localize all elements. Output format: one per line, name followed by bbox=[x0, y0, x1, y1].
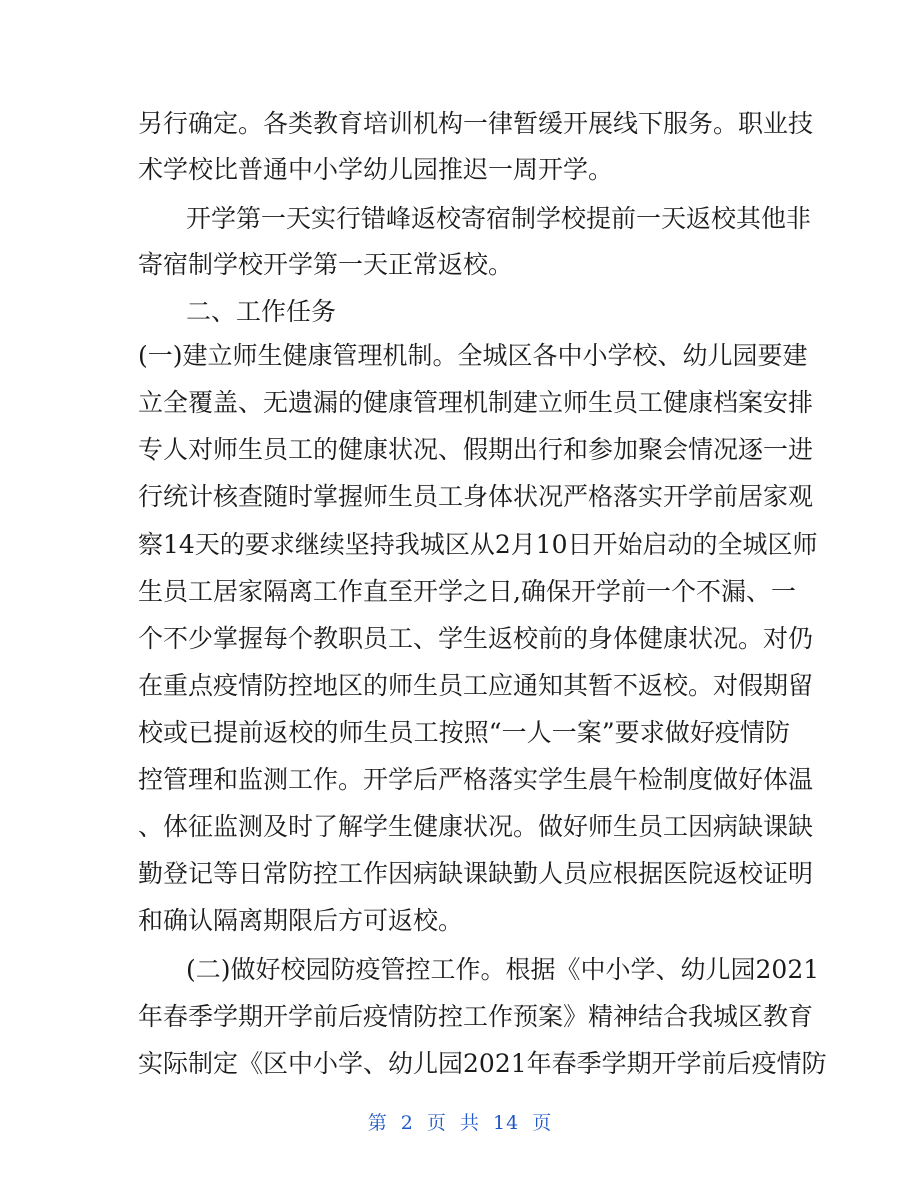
paragraph-line-11: 生员工居家隔离工作直至开学之日,确保开学前一个不漏、一 bbox=[138, 577, 796, 606]
paragraph-line-16: 、体征监测及时了解学生健康状况。做好师生员工因病缺课缺 bbox=[138, 812, 814, 841]
page-number-footer: 第 2 页 共 14 页 bbox=[367, 1112, 553, 1134]
paragraph-line-21: 实际制定《区中小学、幼儿园2021年春季学期开学前后疫情防 bbox=[138, 1049, 827, 1078]
paragraph-line-10: 察14天的要求继续坚持我城区从2月10日开始启动的全城区师 bbox=[138, 530, 818, 559]
paragraph-line-7: 立全覆盖、无遗漏的健康管理机制建立师生员工健康档案安排 bbox=[138, 388, 814, 417]
paragraph-line-20: 年春季学期开学前后疫情防控工作预案》精神结合我城区教育 bbox=[138, 1002, 814, 1031]
paragraph-line-2: 术学校比普通中小学幼儿园推迟一周开学。 bbox=[138, 155, 614, 184]
paragraph-line-13: 在重点疫情防控地区的师生员工应通知其暂不返校。对假期留 bbox=[138, 671, 814, 700]
paragraph-line-15: 控管理和监测工作。开学后严格落实学生晨午检制度做好体温 bbox=[138, 765, 814, 794]
paragraph-line-12: 个不少掌握每个教职员工、学生返校前的身体健康状况。对仍 bbox=[138, 624, 814, 653]
paragraph-line-9: 行统计核查随时掌握师生员工身体状况严格落实开学前居家观 bbox=[138, 482, 814, 511]
paragraph-line-8: 专人对师生员工的健康状况、假期出行和参加聚会情况逐一进 bbox=[138, 435, 814, 464]
paragraph-line-6: (一)建立师生健康管理机制。全城区各中小学校、幼儿园要建 bbox=[138, 341, 808, 370]
paragraph-line-3: 开学第一天实行错峰返校寄宿制学校提前一天返校其他非 bbox=[186, 204, 812, 233]
paragraph-line-4: 寄宿制学校开学第一天正常返校。 bbox=[138, 250, 514, 279]
paragraph-line-18: 和确认隔离期限后方可返校。 bbox=[138, 906, 464, 935]
paragraph-line-19: (二)做好校园防疫管控工作。根据《中小学、幼儿园2021 bbox=[186, 955, 820, 984]
paragraph-line-17: 勤登记等日常防控工作因病缺课缺勤人员应根据医院返校证明 bbox=[138, 859, 814, 888]
paragraph-line-1: 另行确定。各类教育培训机构一律暂缓开展线下服务。职业技 bbox=[138, 109, 814, 138]
paragraph-line-14: 校或已提前返校的师生员工按照“一人一案”要求做好疫情防 bbox=[138, 718, 790, 747]
section-heading: 二、工作任务 bbox=[186, 297, 337, 326]
